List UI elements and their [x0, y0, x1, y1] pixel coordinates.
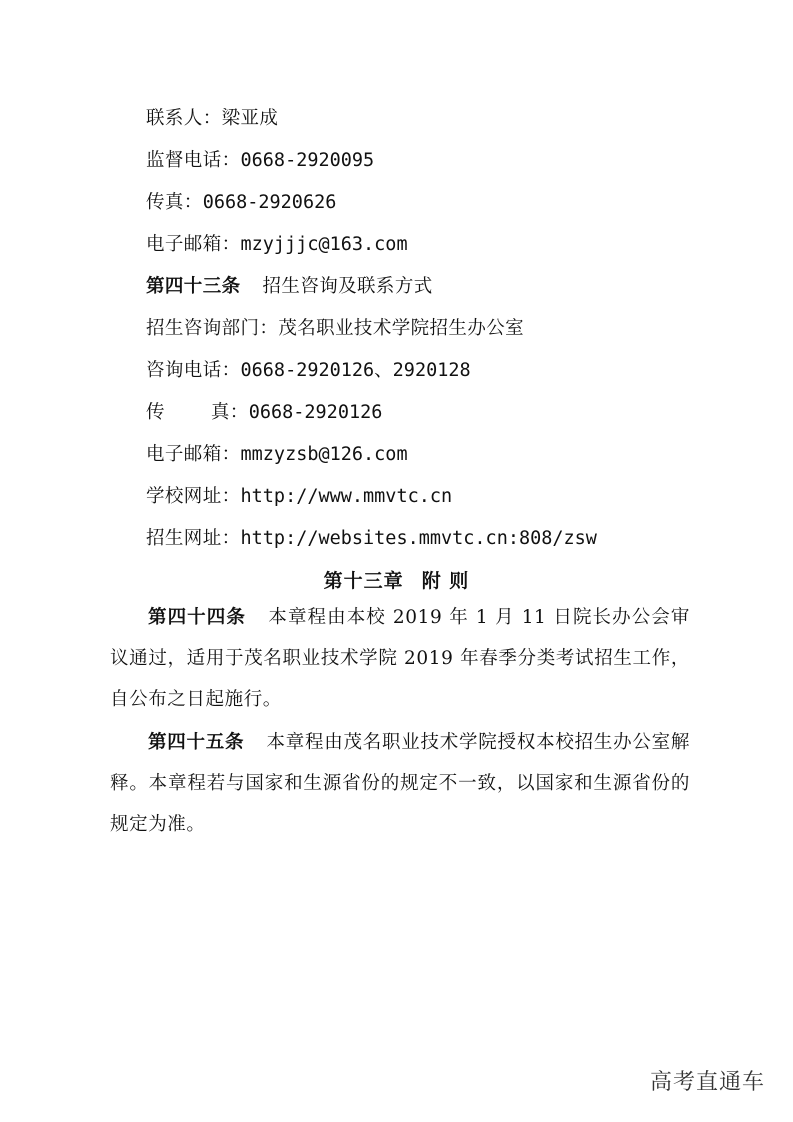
article-43-title: 招生咨询及联系方式	[262, 276, 433, 297]
admissions-office-line	[146, 314, 524, 340]
supervision-phone-value: 0668-2920095	[240, 150, 375, 171]
admissions-fax-label-b: 真：	[210, 402, 249, 423]
contact-person-line	[146, 104, 278, 130]
chapter-13-name: 附 则	[421, 570, 470, 592]
contact-fax-line	[146, 188, 336, 214]
chapter-13-heading	[0, 566, 793, 593]
school-website-line	[146, 482, 452, 508]
admissions-website-label: 招生网址：	[146, 528, 241, 549]
admissions-fax-label-a: 传	[146, 402, 165, 423]
contact-email-label: 电子邮箱：	[146, 234, 241, 255]
article-43-heading	[146, 272, 433, 298]
admissions-fax-line	[146, 398, 382, 424]
admissions-office-value: 茂名职业技术学院招生办公室	[278, 318, 525, 339]
article-45-text: 本章程由茂名职业技术学院授权本校招生办公室解释。本章程若与国家和生源省份的规定不一致，以国家和生源省份的规定为准。	[110, 732, 690, 835]
chapter-13-title: 第十三章	[323, 570, 404, 592]
supervision-phone-label: 监督电话：	[146, 150, 241, 171]
admissions-fax-value: 0668-2920126	[248, 402, 383, 423]
article-44-number: 第四十四条	[148, 607, 246, 628]
admissions-email-label: 电子邮箱：	[146, 444, 241, 465]
consult-phone-value: 0668-2920126、2920128	[240, 360, 471, 381]
school-website-label: 学校网址：	[146, 486, 241, 507]
contact-person-label: 联系人：	[146, 108, 222, 129]
supervision-phone-line	[146, 146, 374, 172]
admissions-office-label: 招生咨询部门：	[146, 318, 279, 339]
contact-fax-value: 0668-2920626	[202, 192, 337, 213]
article-45-paragraph	[110, 722, 690, 845]
admissions-website-link[interactable]: http://websites.mmvtc.cn:808/zsw	[240, 528, 597, 549]
contact-email-line	[146, 230, 408, 256]
admissions-website-line	[146, 524, 597, 550]
article-44-paragraph	[110, 597, 690, 720]
article-45-number: 第四十五条	[148, 732, 245, 753]
consult-phone-label: 咨询电话：	[146, 360, 241, 381]
contact-fax-label: 传真：	[146, 192, 203, 213]
admissions-email-line	[146, 440, 408, 466]
contact-person-value: 梁亚成	[221, 108, 279, 129]
article-43-number: 第四十三条	[146, 276, 241, 297]
watermark-logo: 高考直通车	[649, 1070, 765, 1095]
school-website-link[interactable]: http://www.mmvtc.cn	[240, 486, 453, 507]
admissions-email-value: mmzyzsb@126.com	[240, 444, 408, 465]
article-44-text: 本章程由本校 2019 年 1 月 11 日院长办公会审议通过，适用于茂名职业技术学院 2019 年春季分类考试招生工作，自公布之日起施行。	[110, 607, 690, 710]
consult-phone-line	[146, 356, 471, 382]
contact-email-value: mzyjjjc@163.com	[240, 234, 408, 255]
